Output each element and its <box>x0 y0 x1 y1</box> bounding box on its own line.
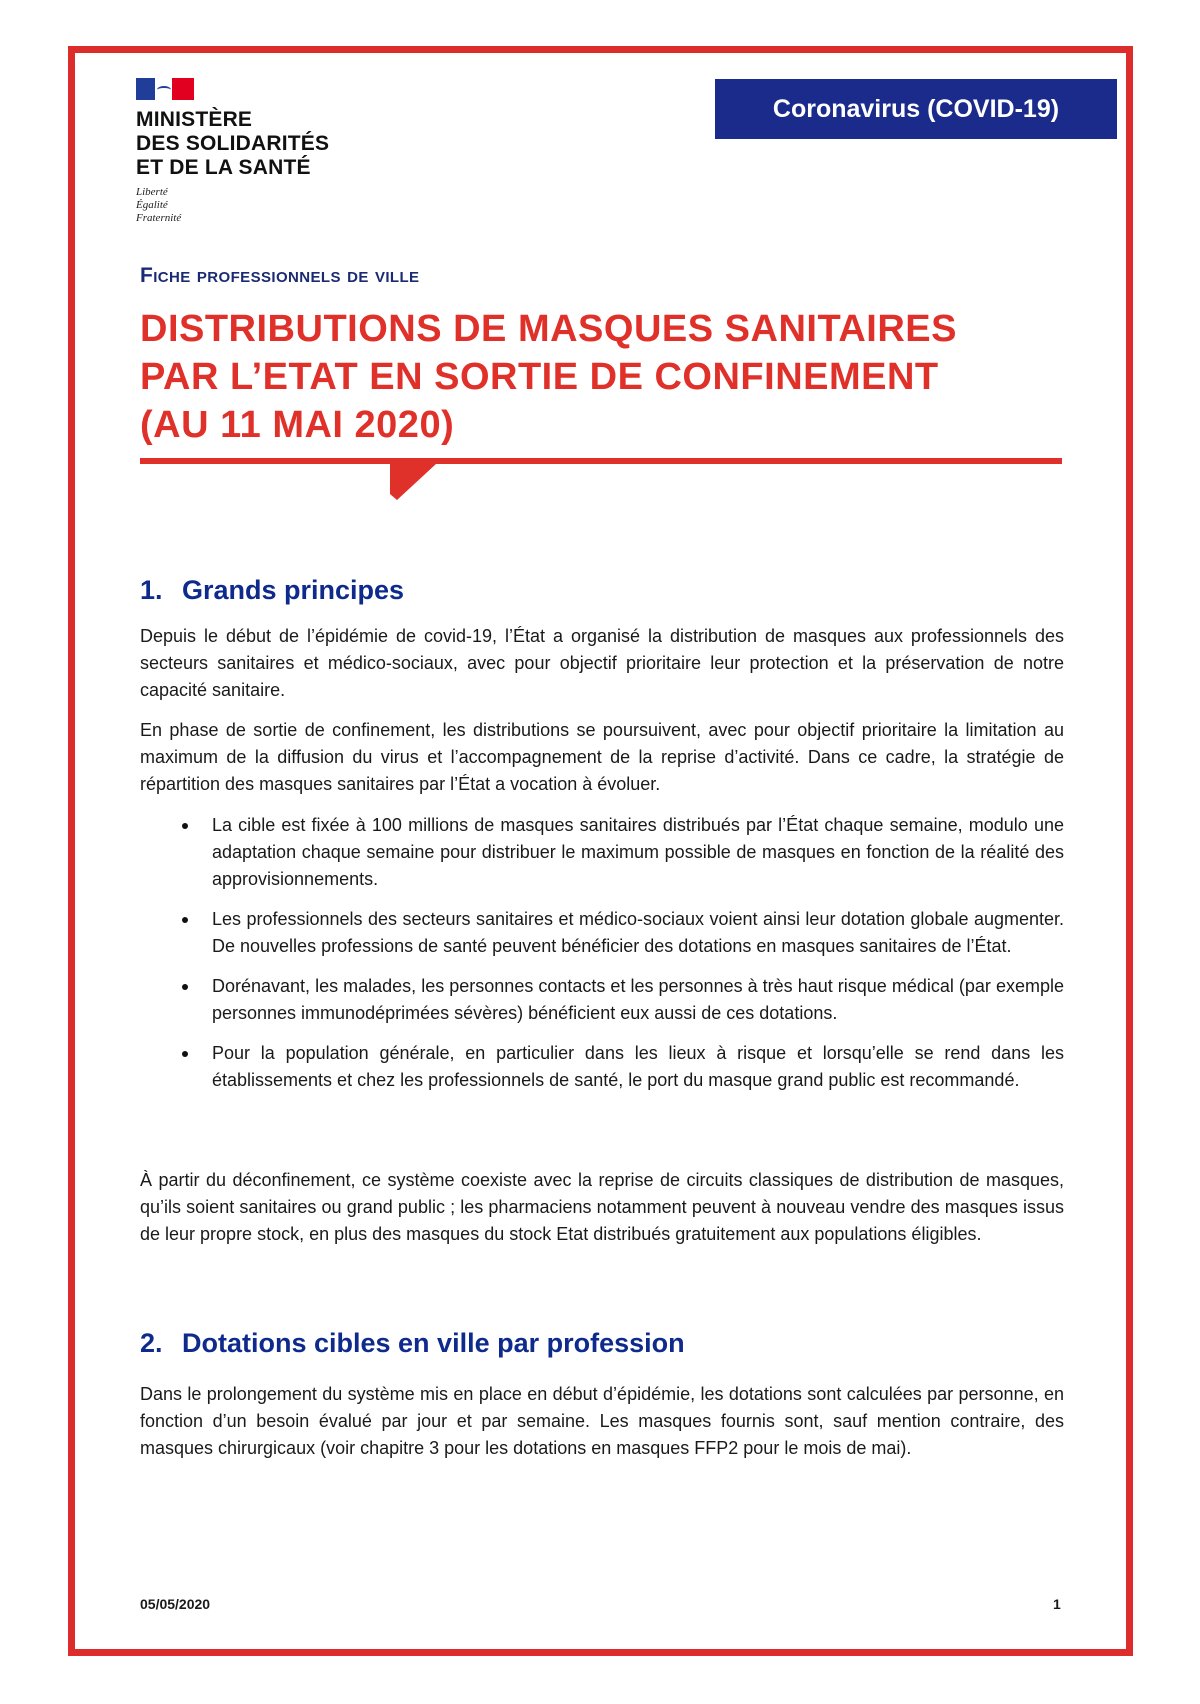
document-kicker: Fiche professionnels de ville <box>140 264 420 287</box>
motto-line: Égalité <box>136 199 168 211</box>
bullet-icon <box>182 984 188 990</box>
paragraph: Dans le prolongement du système mis en place en début d’épidémie, les dotations sont calculées par personne, en fonction d’un besoin évalué par jour et par semaine. Les masques fournis sont, sauf mention contraire, des masques chirurgicaux (voir chapitre 3 pour les dotations en masques FFP2 pour le mois de mai). <box>140 1384 1064 1458</box>
motto-line: Liberté <box>136 186 168 198</box>
ministry-name <box>136 108 329 180</box>
speech-bubble-divider <box>140 455 1070 505</box>
title-line: PAR L’ETAT EN SORTIE DE CONFINEMENT <box>140 356 939 398</box>
title-line: (AU 11 MAI 2020) <box>140 404 455 446</box>
page-title <box>140 305 1064 449</box>
section-heading <box>140 1328 685 1359</box>
ministry-line: MINISTÈRE <box>136 108 253 131</box>
section-title: Dotations cibles en ville par profession <box>182 1328 685 1358</box>
paragraph: À partir du déconfinement, ce système coexiste avec la reprise de circuits classiques de distribution de masques, qu’ils soient sanitaires ou grand public ; les pharmaciens notamment peuvent à nouveau vendre des masques issus de leur propre stock, en plus des masques du stock Etat distribués gratuitement aux populations éligibles. <box>140 1170 1064 1244</box>
footer-date: 05/05/2020 <box>140 1596 211 1612</box>
section-title: Grands principes <box>182 575 405 605</box>
list-item <box>140 906 1064 960</box>
section-number: 1. <box>140 575 163 605</box>
page-number: 1 <box>1053 1596 1061 1612</box>
list-item <box>140 1040 1064 1094</box>
marianne-flag-icon <box>136 78 194 100</box>
paragraph: Depuis le début de l’épidémie de covid-19, l’État a organisé la distribution de masques aux professionnels des secteurs sanitaires et médico-sociaux, avec pour objectif prioritaire leur protection et la préservation de notre capacité sanitaire. <box>140 626 1064 700</box>
list-item-text: Pour la population générale, en particulier dans les lieux à risque et lorsqu’elle se rend dans les établissements et chez les professionnels de santé, le port du masque grand public est recommandé. <box>212 1043 1064 1090</box>
list-item-text: Dorénavant, les malades, les personnes contacts et les personnes à très haut risque médical (par exemple personnes immunodéprimées sévères) bénéficient eux aussi de ces dotations. <box>212 976 1064 1023</box>
list-item-text: Les professionnels des secteurs sanitaires et médico-sociaux voient ainsi leur dotation globale augmenter. De nouvelles professions de santé peuvent bénéficier des dotations en masques sanitaires de l’État. <box>212 909 1064 956</box>
covid-badge: Coronavirus (COVID-19) <box>715 79 1117 139</box>
bullet-icon <box>182 823 188 829</box>
list-item <box>140 812 1064 893</box>
ministry-line: DES SOLIDARITÉS <box>136 132 330 155</box>
paragraph: En phase de sortie de confinement, les distributions se poursuivent, avec pour objectif prioritaire la limitation au maximum de la diffusion du virus et l’accompagnement de la reprise d’activité. Dans ce cadre, la stratégie de répartition des masques sanitaires par l’État a vocation à évoluer. <box>140 720 1064 794</box>
list-item <box>140 973 1064 1027</box>
section-heading <box>140 575 404 606</box>
bullet-icon <box>182 1051 188 1057</box>
bullet-icon <box>182 917 188 923</box>
motto-line: Fraternité <box>136 212 182 224</box>
republic-motto <box>136 186 329 225</box>
ministry-line: ET DE LA SANTÉ <box>136 156 311 179</box>
title-line: DISTRIBUTIONS DE MASQUES SANITAIRES <box>140 308 957 350</box>
ministry-logo <box>136 78 329 225</box>
list-item-text: La cible est fixée à 100 millions de masques sanitaires distribués par l’État chaque semaine, modulo une adaptation chaque semaine pour distribuer le maximum possible de masques en fonction de la réalité des approvisionnements. <box>212 815 1064 889</box>
section-number: 2. <box>140 1328 163 1358</box>
bullet-list <box>140 812 1064 1107</box>
